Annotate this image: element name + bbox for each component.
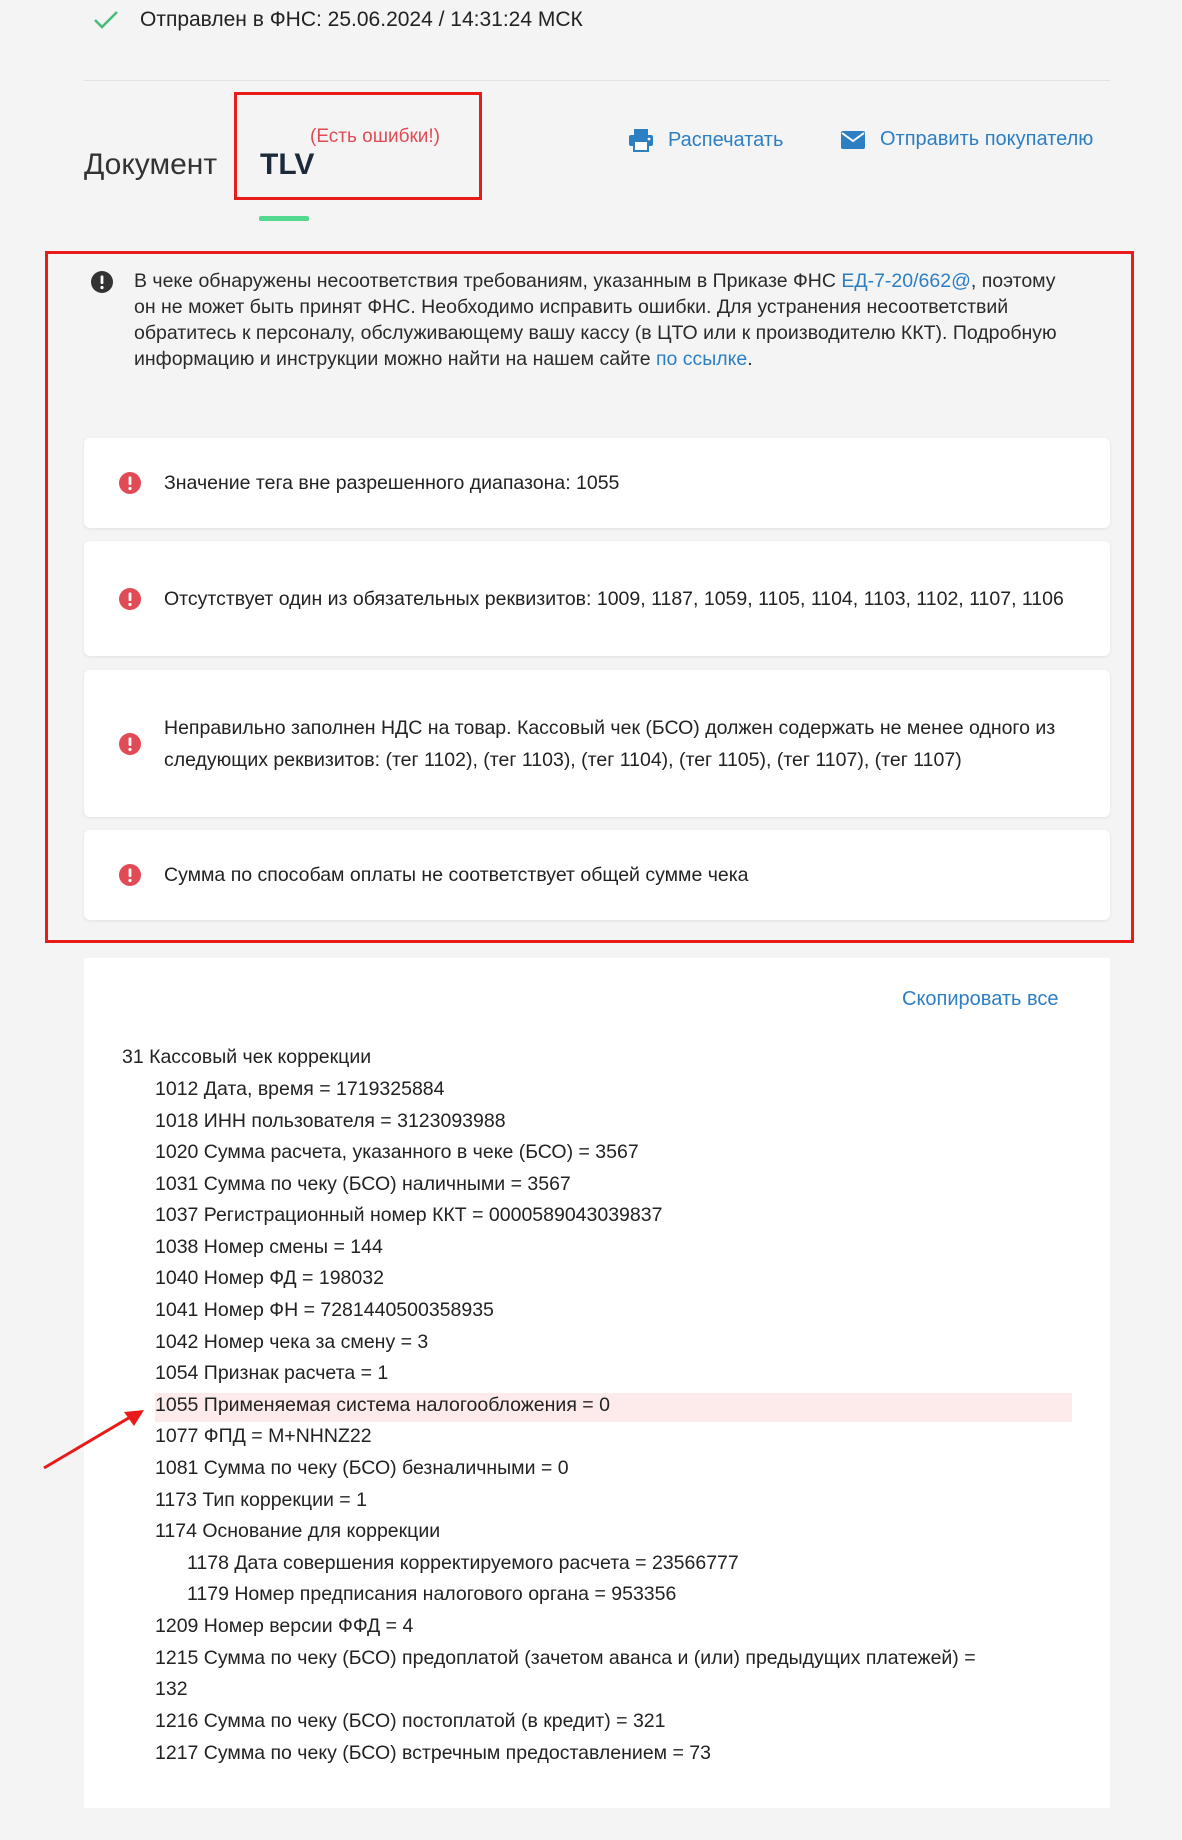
tlv-line: 1041 Номер ФН = 7281440500358935 (155, 1299, 494, 1321)
fns-status-text: Отправлен в ФНС: 25.06.2024 / 14:31:24 МСК (140, 8, 583, 31)
tlv-line: 1217 Сумма по чеку (БСО) встречным предоставлением = 73 (155, 1742, 711, 1764)
tlv-line: 1054 Признак расчета = 1 (155, 1362, 389, 1384)
send-to-buyer-label: Отправить покупателю (880, 128, 1094, 150)
tlv-line: 1174 Основание для коррекции (155, 1520, 441, 1542)
tlv-line: 1081 Сумма по чеку (БСО) безналичными = 0 (155, 1457, 569, 1479)
annotation-frame-tlv-tab (234, 92, 482, 200)
tab-tlv[interactable]: TLV (260, 148, 315, 181)
error-card (84, 541, 1110, 656)
error-icon (118, 863, 142, 887)
error-card (84, 438, 1110, 528)
tlv-line: 1216 Сумма по чеку (БСО) постоплатой (в кредит) = 321 (155, 1710, 666, 1732)
tlv-line: 1038 Номер смены = 144 (155, 1236, 383, 1258)
active-tab-indicator (259, 216, 309, 221)
notice-text-part-3: . (747, 348, 753, 370)
fns-status (92, 8, 583, 32)
error-icon (118, 471, 142, 495)
notice-text-part-2: , поэтому он не может быть принят ФНС. Необходимо исправить ошибки. Для устранения несоответствий обратитесь к персоналу, обслуживающему вашу кассу (в ЦТО или к производителю ККТ). Подробную информацию и инструкции можно найти на нашем сайте (134, 270, 1057, 370)
more-info-link[interactable]: по ссылке (655, 348, 748, 370)
tlv-line: 1077 ФПД = M+NHNZ22 (155, 1425, 372, 1447)
notice-text (134, 268, 1080, 372)
order-link[interactable]: ЕД-7-20/662@ (841, 270, 971, 292)
annotation-arrow-icon (40, 1408, 150, 1473)
tlv-line: 1178 Дата совершения корректируемого расчета = 23566777 (187, 1552, 739, 1574)
print-button-label: Распечатать (668, 128, 784, 151)
error-text: Отсутствует один из обязательных реквизитов: 1009, 1187, 1059, 1105, 1104, 1103, 1102, 1107, 1106 (164, 587, 1064, 610)
tlv-line: 1037 Регистрационный номер ККТ = 0000589043039837 (155, 1204, 663, 1226)
error-icon (118, 587, 142, 611)
check-icon (92, 10, 120, 30)
error-card (84, 670, 1110, 817)
printer-icon (628, 128, 654, 152)
tab-document[interactable]: Документ (84, 148, 218, 181)
error-text: Неправильно заполнен НДС на товар. Кассовый чек (БСО) должен содержать не менее одного из следующих реквизитов: (тег 1102), (тег 1103), (тег 1104), (тег 1105), (тег 1107), (тег 1107) (164, 716, 1056, 771)
info-exclamation-icon (90, 270, 114, 294)
print-button[interactable] (628, 128, 783, 152)
tlv-line: 1018 ИНН пользователя = 3123093988 (155, 1110, 506, 1132)
compliance-notice (90, 268, 1080, 372)
error-text: Сумма по способам оплаты не соответствует общей сумме чека (164, 864, 749, 886)
notice-text-part-1: В чеке обнаружены несоответствия требованиям, указанным в Приказе ФНС (134, 270, 842, 292)
tlv-line: 1209 Номер версии ФФД = 4 (155, 1615, 414, 1637)
tlv-line: 1215 Сумма по чеку (БСО) предоплатой (зачетом аванса и (или) предыдущих платежей) = (155, 1647, 976, 1669)
mail-icon (840, 130, 866, 150)
tlv-line: 1012 Дата, время = 1719325884 (155, 1078, 445, 1100)
tlv-line: 1173 Тип коррекции = 1 (155, 1489, 367, 1511)
error-card (84, 830, 1110, 920)
tlv-line: 31 Кассовый чек коррекции (122, 1046, 372, 1068)
copy-all-button[interactable]: Скопировать все (902, 988, 1059, 1010)
tlv-line: 1179 Номер предписания налогового органа = 953356 (187, 1583, 677, 1605)
tab-tlv-errors-note: (Есть ошибки!) (310, 126, 441, 147)
header-divider (84, 80, 1110, 81)
tlv-line: 1042 Номер чека за смену = 3 (155, 1331, 429, 1353)
tlv-line: 132 (155, 1678, 188, 1700)
error-icon (118, 732, 142, 756)
tlv-line: 1031 Сумма по чеку (БСО) наличными = 3567 (155, 1173, 571, 1195)
tlv-line: 1040 Номер ФД = 198032 (155, 1267, 384, 1289)
tlv-line: 1020 Сумма расчета, указанного в чеке (БСО) = 3567 (155, 1141, 639, 1163)
send-to-buyer-button[interactable] (840, 128, 1093, 151)
error-text: Значение тега вне разрешенного диапазона: 1055 (164, 472, 620, 494)
tlv-line-error: 1055 Применяемая система налогообложения = 0 (155, 1394, 610, 1416)
